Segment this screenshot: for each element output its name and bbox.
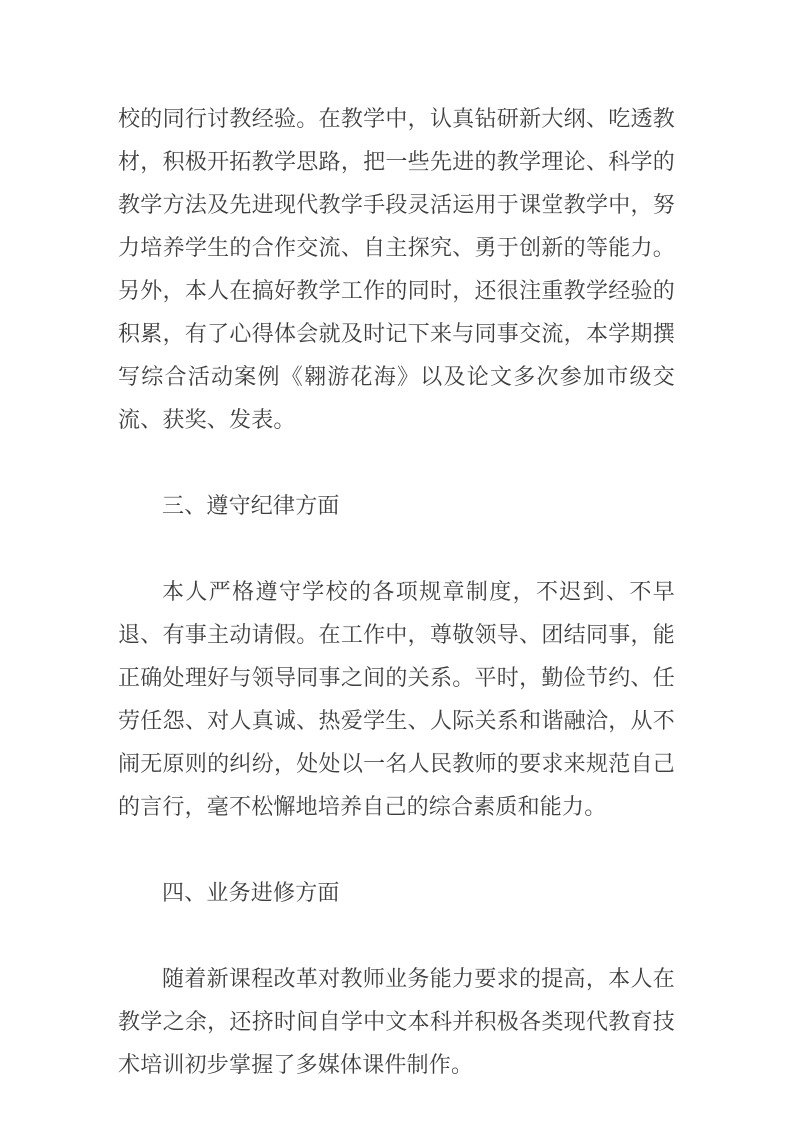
paragraph-discipline: 本人严格遵守学校的各项规章制度，不迟到、不早退、有事主动请假。在工作中，尊敬领导、团结同事，能正确处理好与领导同事之间的关系。平时，勤俭节约、任劳任怨、对人真诚、热爱学生、人际关系和谐融洽，从不闹无原则的纠纷，处处以一名人民教师的要求来规范自己的言行，毫不松懈地培养自己的综合素质和能力。 (118, 580, 675, 820)
paragraph-professional-development: 随着新课程改革对教师业务能力要求的提高，本人在教学之余，还挤时间自学中文本科并积极各类现代教育技术培训初步掌握了多媒体课件制作。 (118, 967, 675, 1078)
paragraph-teaching-continued: 校的同行讨教经验。在教学中，认真钻研新大纲、吃透教材，积极开拓教学思路，把一些先进的教学理论、科学的教学方法及先进现代教学手段灵活运用于课堂教学中，努力培养学生的合作交流、自主探究、勇于创新的等能力。另外，本人在搞好教学工作的同时，还很注重教学经验的积累，有了心得体会就及时记下来与同事交流，本学期撰写综合活动案例《翱游花海》以及论文多次参加市级交流、获奖、发表。 (118, 107, 675, 433)
document-text-block (118, 98, 675, 1087)
section-heading-discipline: 三、遵守纪律方面 (162, 494, 340, 519)
section-heading-professional-development: 四、业务进修方面 (162, 881, 340, 906)
